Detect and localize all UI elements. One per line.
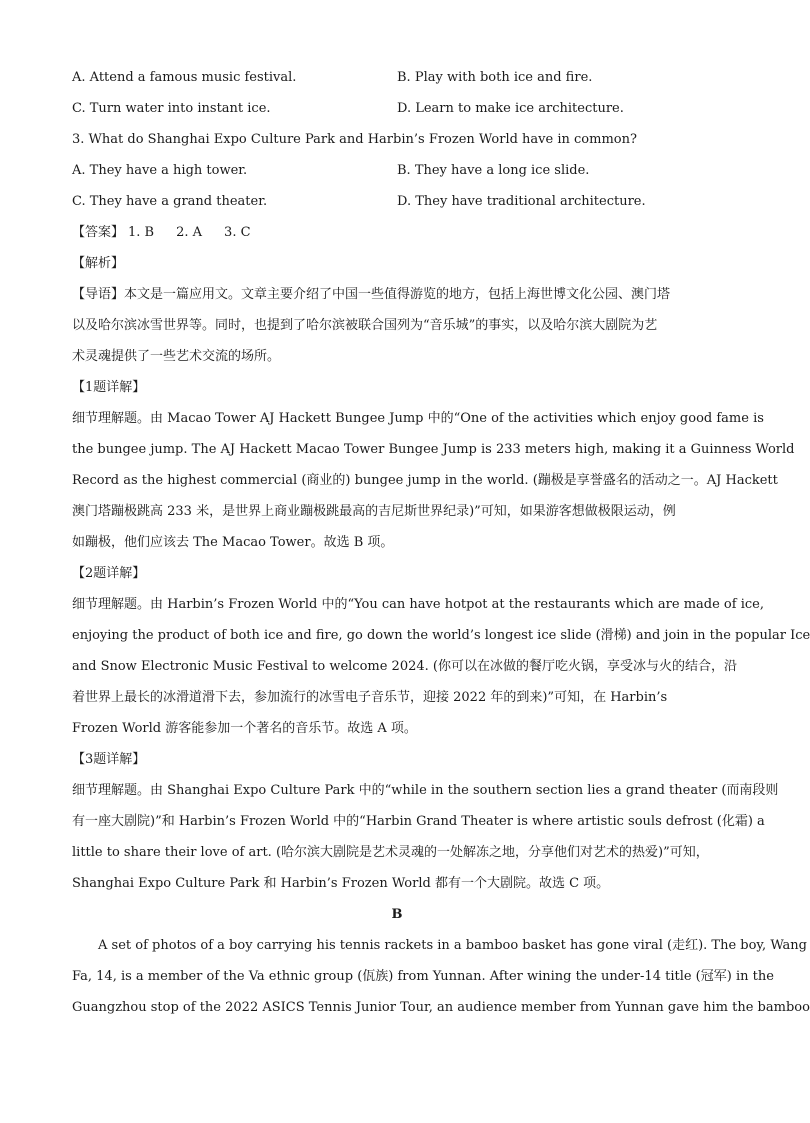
detail-1-line: 细节理解题。由 Macao Tower AJ Hackett Bungee Jump 中的“One of the activities which enjoy good fame is bbox=[72, 411, 764, 426]
detail-2-paragraph bbox=[72, 589, 810, 744]
option-d: D. Learn to make ice architecture. bbox=[397, 101, 624, 116]
question-3: 3. What do Shanghai Expo Culture Park and Harbin’s Frozen World have in common? bbox=[72, 132, 637, 147]
guide-paragraph bbox=[72, 279, 722, 372]
detail-3-paragraph bbox=[72, 775, 779, 899]
section-b-paragraph bbox=[72, 930, 810, 1023]
q3-options-row-2 bbox=[72, 186, 722, 217]
detail-2-tag: 【2题详解】 bbox=[72, 566, 146, 581]
detail-1-line: 如蹦极，他们应该去 The Macao Tower。故选 B 项。 bbox=[72, 535, 394, 550]
section-b-heading: B bbox=[391, 907, 403, 922]
detail-2-line: Frozen World 游客能参加一个著名的音乐节。故选 A 项。 bbox=[72, 721, 417, 736]
detail-3-tag: 【3题详解】 bbox=[72, 752, 146, 767]
detail-1-line: the bungee jump. The AJ Hackett Macao Tower Bungee Jump is 233 meters high, making it a Guinness World bbox=[72, 442, 795, 457]
detail-2-line: 着世界上最长的冰滑道滑下去，参加流行的冰雪电子音乐节，迎接 2022 年的到来)”可知，在 Harbin’s bbox=[72, 690, 668, 705]
detail-2-line: 细节理解题。由 Harbin’s Frozen World 中的“You can have hotpot at the restaurants which are made of ice, bbox=[72, 597, 764, 612]
detail-1-line: Record as the highest commercial (商业的) bungee jump in the world. (蹦极是享誉盛名的活动之一。AJ Hackett bbox=[72, 473, 778, 488]
guide-line: 以及哈尔滨冰雪世界等。同时，也提到了哈尔滨被联合国列为“音乐城”的事实，以及哈尔滨大剧院为艺 bbox=[72, 318, 658, 333]
q3-option-c: C. They have a grand theater. bbox=[72, 194, 268, 209]
section-b-line: Fa, 14, is a member of the Va ethnic group (佤族) from Yunnan. After wining the under-14 title (冠军) in the bbox=[72, 969, 774, 984]
answer-tag: 【答案】 bbox=[72, 225, 125, 240]
detail-3-line: 有一座大剧院)”和 Harbin’s Frozen World 中的“Harbin Grand Theater is where artistic souls defrost (化霜) a bbox=[72, 814, 765, 829]
q2-options-row-2 bbox=[72, 93, 722, 124]
answer-2: 2. A bbox=[176, 225, 203, 240]
document-page bbox=[72, 62, 810, 1023]
q3-options-row-1 bbox=[72, 155, 722, 186]
answer-3: 3. C bbox=[224, 225, 251, 240]
section-b-line: Guangzhou stop of the 2022 ASICS Tennis Junior Tour, an audience member from Yunnan gave him the bamboo bbox=[72, 1000, 810, 1015]
detail-1-tag: 【1题详解】 bbox=[72, 380, 146, 395]
detail-2-line: enjoying the product of both ice and fire, go down the world’s longest ice slide (滑梯) and join in the popular Ice bbox=[72, 628, 810, 643]
guide-line: 术灵魂提供了一些艺术交流的场所。 bbox=[72, 349, 281, 364]
q3-option-d: D. They have traditional architecture. bbox=[397, 194, 646, 209]
analysis-tag: 【解析】 bbox=[72, 256, 125, 271]
option-c: C. Turn water into instant ice. bbox=[72, 101, 271, 116]
answer-1: 1. B bbox=[128, 225, 155, 240]
q3-option-a: A. They have a high tower. bbox=[72, 163, 248, 178]
detail-2-line: and Snow Electronic Music Festival to welcome 2024. (你可以在冰做的餐厅吃火锅，享受冰与火的结合，沿 bbox=[72, 659, 737, 674]
option-a: A. Attend a famous music festival. bbox=[72, 70, 297, 85]
option-b: B. Play with both ice and fire. bbox=[397, 70, 593, 85]
q2-options-row-1 bbox=[72, 62, 722, 93]
answer-line bbox=[72, 217, 722, 248]
detail-1-paragraph bbox=[72, 403, 795, 558]
detail-3-line: Shanghai Expo Culture Park 和 Harbin’s Frozen World 都有一个大剧院。故选 C 项。 bbox=[72, 876, 610, 891]
section-b-line: A set of photos of a boy carrying his tennis rackets in a bamboo basket has gone viral (走红). The boy, Wang bbox=[98, 938, 807, 953]
detail-1-line: 澳门塔蹦极跳高 233 米，是世界上商业蹦极跳最高的吉尼斯世界纪录)”可知，如果游客想做极限运动，例 bbox=[72, 504, 676, 519]
guide-line: 【导语】本文是一篇应用文。文章主要介绍了中国一些值得游览的地方，包括上海世博文化公园、澳门塔 bbox=[72, 287, 671, 302]
detail-3-line: 细节理解题。由 Shanghai Expo Culture Park 中的“while in the southern section lies a grand theater (而南段则 bbox=[72, 783, 779, 798]
detail-3-line: little to share their love of art. (哈尔滨大剧院是艺术灵魂的一处解冻之地，分享他们对艺术的热爱)”可知， bbox=[72, 845, 709, 860]
q3-option-b: B. They have a long ice slide. bbox=[397, 163, 590, 178]
